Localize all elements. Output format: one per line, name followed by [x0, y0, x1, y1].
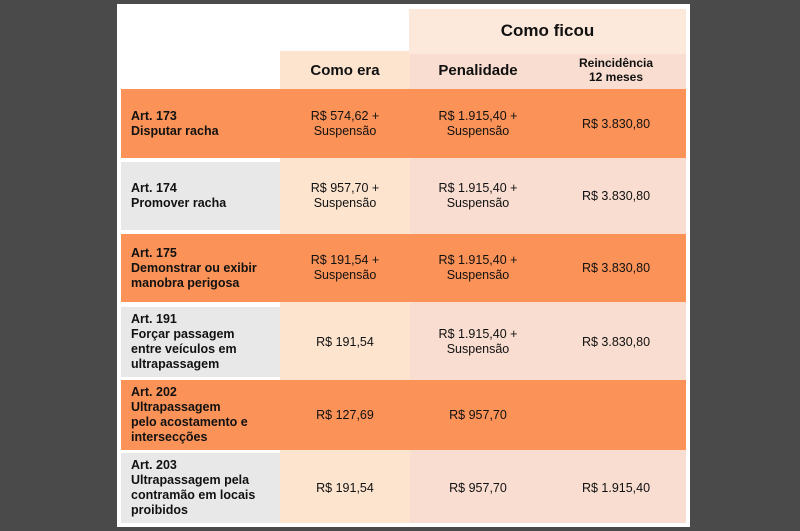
como-era-line: R$ 957,70 + [310, 181, 380, 195]
reincidencia-cell [546, 380, 686, 450]
article-desc-line: Forçar passagem [131, 327, 235, 341]
article-desc-line: Ultrapassagem [131, 400, 221, 414]
reincidencia-cell: R$ 1.915,40 [581, 481, 651, 495]
penalidade-cell [410, 453, 546, 523]
reincidencia-cell: R$ 3.830,80 [581, 335, 651, 349]
reincidencia-cell: R$ 3.830,80 [581, 116, 651, 131]
article-desc-line: proibidos [131, 503, 188, 517]
penalidade-line: Suspensão [446, 123, 510, 138]
como-era-cell [280, 307, 410, 377]
como-era-line: R$ 574,62 + [310, 108, 380, 123]
table-row [121, 380, 686, 450]
article-number: Art. 191 [131, 312, 177, 326]
column-header-penalidade: Penalidade [438, 61, 518, 79]
penalidade-line: R$ 957,70 [449, 480, 507, 495]
como-era-cell [280, 162, 410, 230]
article-cell [121, 453, 280, 523]
article-cell [121, 162, 280, 230]
table-row [121, 234, 686, 302]
article-number: Art. 173 [131, 108, 177, 123]
como-era-line: Suspensão [313, 268, 377, 282]
como-era-cell [280, 380, 410, 450]
article-desc-line: pelo acostamento e [131, 415, 248, 429]
como-era-line: R$ 127,69 [316, 407, 374, 422]
penalidade-line: R$ 1.915,40 + [438, 327, 518, 341]
article-desc-line: Ultrapassagem pela [131, 473, 250, 487]
column-header-reincidencia [546, 51, 686, 89]
article-number: Art. 202 [131, 385, 177, 399]
penalidade-line: Suspensão [446, 342, 510, 356]
column-header-reincidencia-line1: Reincidência [578, 56, 654, 70]
reincidencia-cell: R$ 3.830,80 [581, 261, 651, 275]
como-era-line: R$ 191,54 [316, 480, 374, 495]
article-number: Art. 203 [131, 458, 177, 472]
table-row [121, 89, 686, 158]
article-cell [121, 307, 280, 377]
como-era-line: R$ 191,54 + [310, 253, 380, 267]
como-era-cell [280, 89, 410, 158]
como-era-cell [280, 234, 410, 302]
column-header-como-era: Como era [310, 61, 380, 79]
penalidade-line: Suspensão [446, 196, 510, 210]
article-number: Art. 174 [131, 181, 177, 195]
header-group-title: Como ficou [500, 21, 595, 40]
article-cell [121, 234, 280, 302]
article-desc-line: intersecções [131, 430, 208, 444]
reincidencia-cell: R$ 3.830,80 [581, 189, 651, 203]
como-era-line: Suspensão [313, 196, 377, 210]
article-desc-line: Disputar racha [131, 123, 219, 138]
penalidade-cell [410, 162, 546, 230]
article-desc-line: manobra perigosa [131, 275, 240, 290]
table-row [121, 307, 686, 377]
article-number: Art. 175 [131, 245, 177, 260]
article-desc-line: contramão em locais [131, 488, 256, 502]
como-era-line: R$ 191,54 [316, 334, 374, 349]
penalidade-line: R$ 1.915,40 + [438, 181, 518, 195]
penalidade-cell [410, 234, 546, 302]
header-group-como-ficou [409, 9, 686, 54]
penalidade-cell [410, 89, 546, 158]
penalidade-line: R$ 1.915,40 + [438, 108, 518, 123]
article-cell [121, 89, 280, 158]
table-row [121, 162, 686, 230]
article-desc-line: Promover racha [131, 196, 227, 210]
penalidade-cell [410, 307, 546, 377]
como-era-cell [280, 453, 410, 523]
penalidade-cell [410, 380, 546, 450]
article-cell [121, 380, 280, 450]
article-desc-line: Demonstrar ou exibir [131, 260, 257, 275]
penalidade-line: Suspensão [446, 268, 510, 282]
column-header-reincidencia-line2: 12 meses [588, 70, 644, 84]
table-row [121, 453, 686, 523]
como-era-line: Suspensão [313, 123, 377, 138]
penalidade-line: R$ 1.915,40 + [438, 253, 518, 267]
article-desc-line: ultrapassagem [131, 357, 220, 371]
article-desc-line: entre veículos em [131, 342, 237, 356]
penalidade-line: R$ 957,70 [449, 407, 507, 422]
